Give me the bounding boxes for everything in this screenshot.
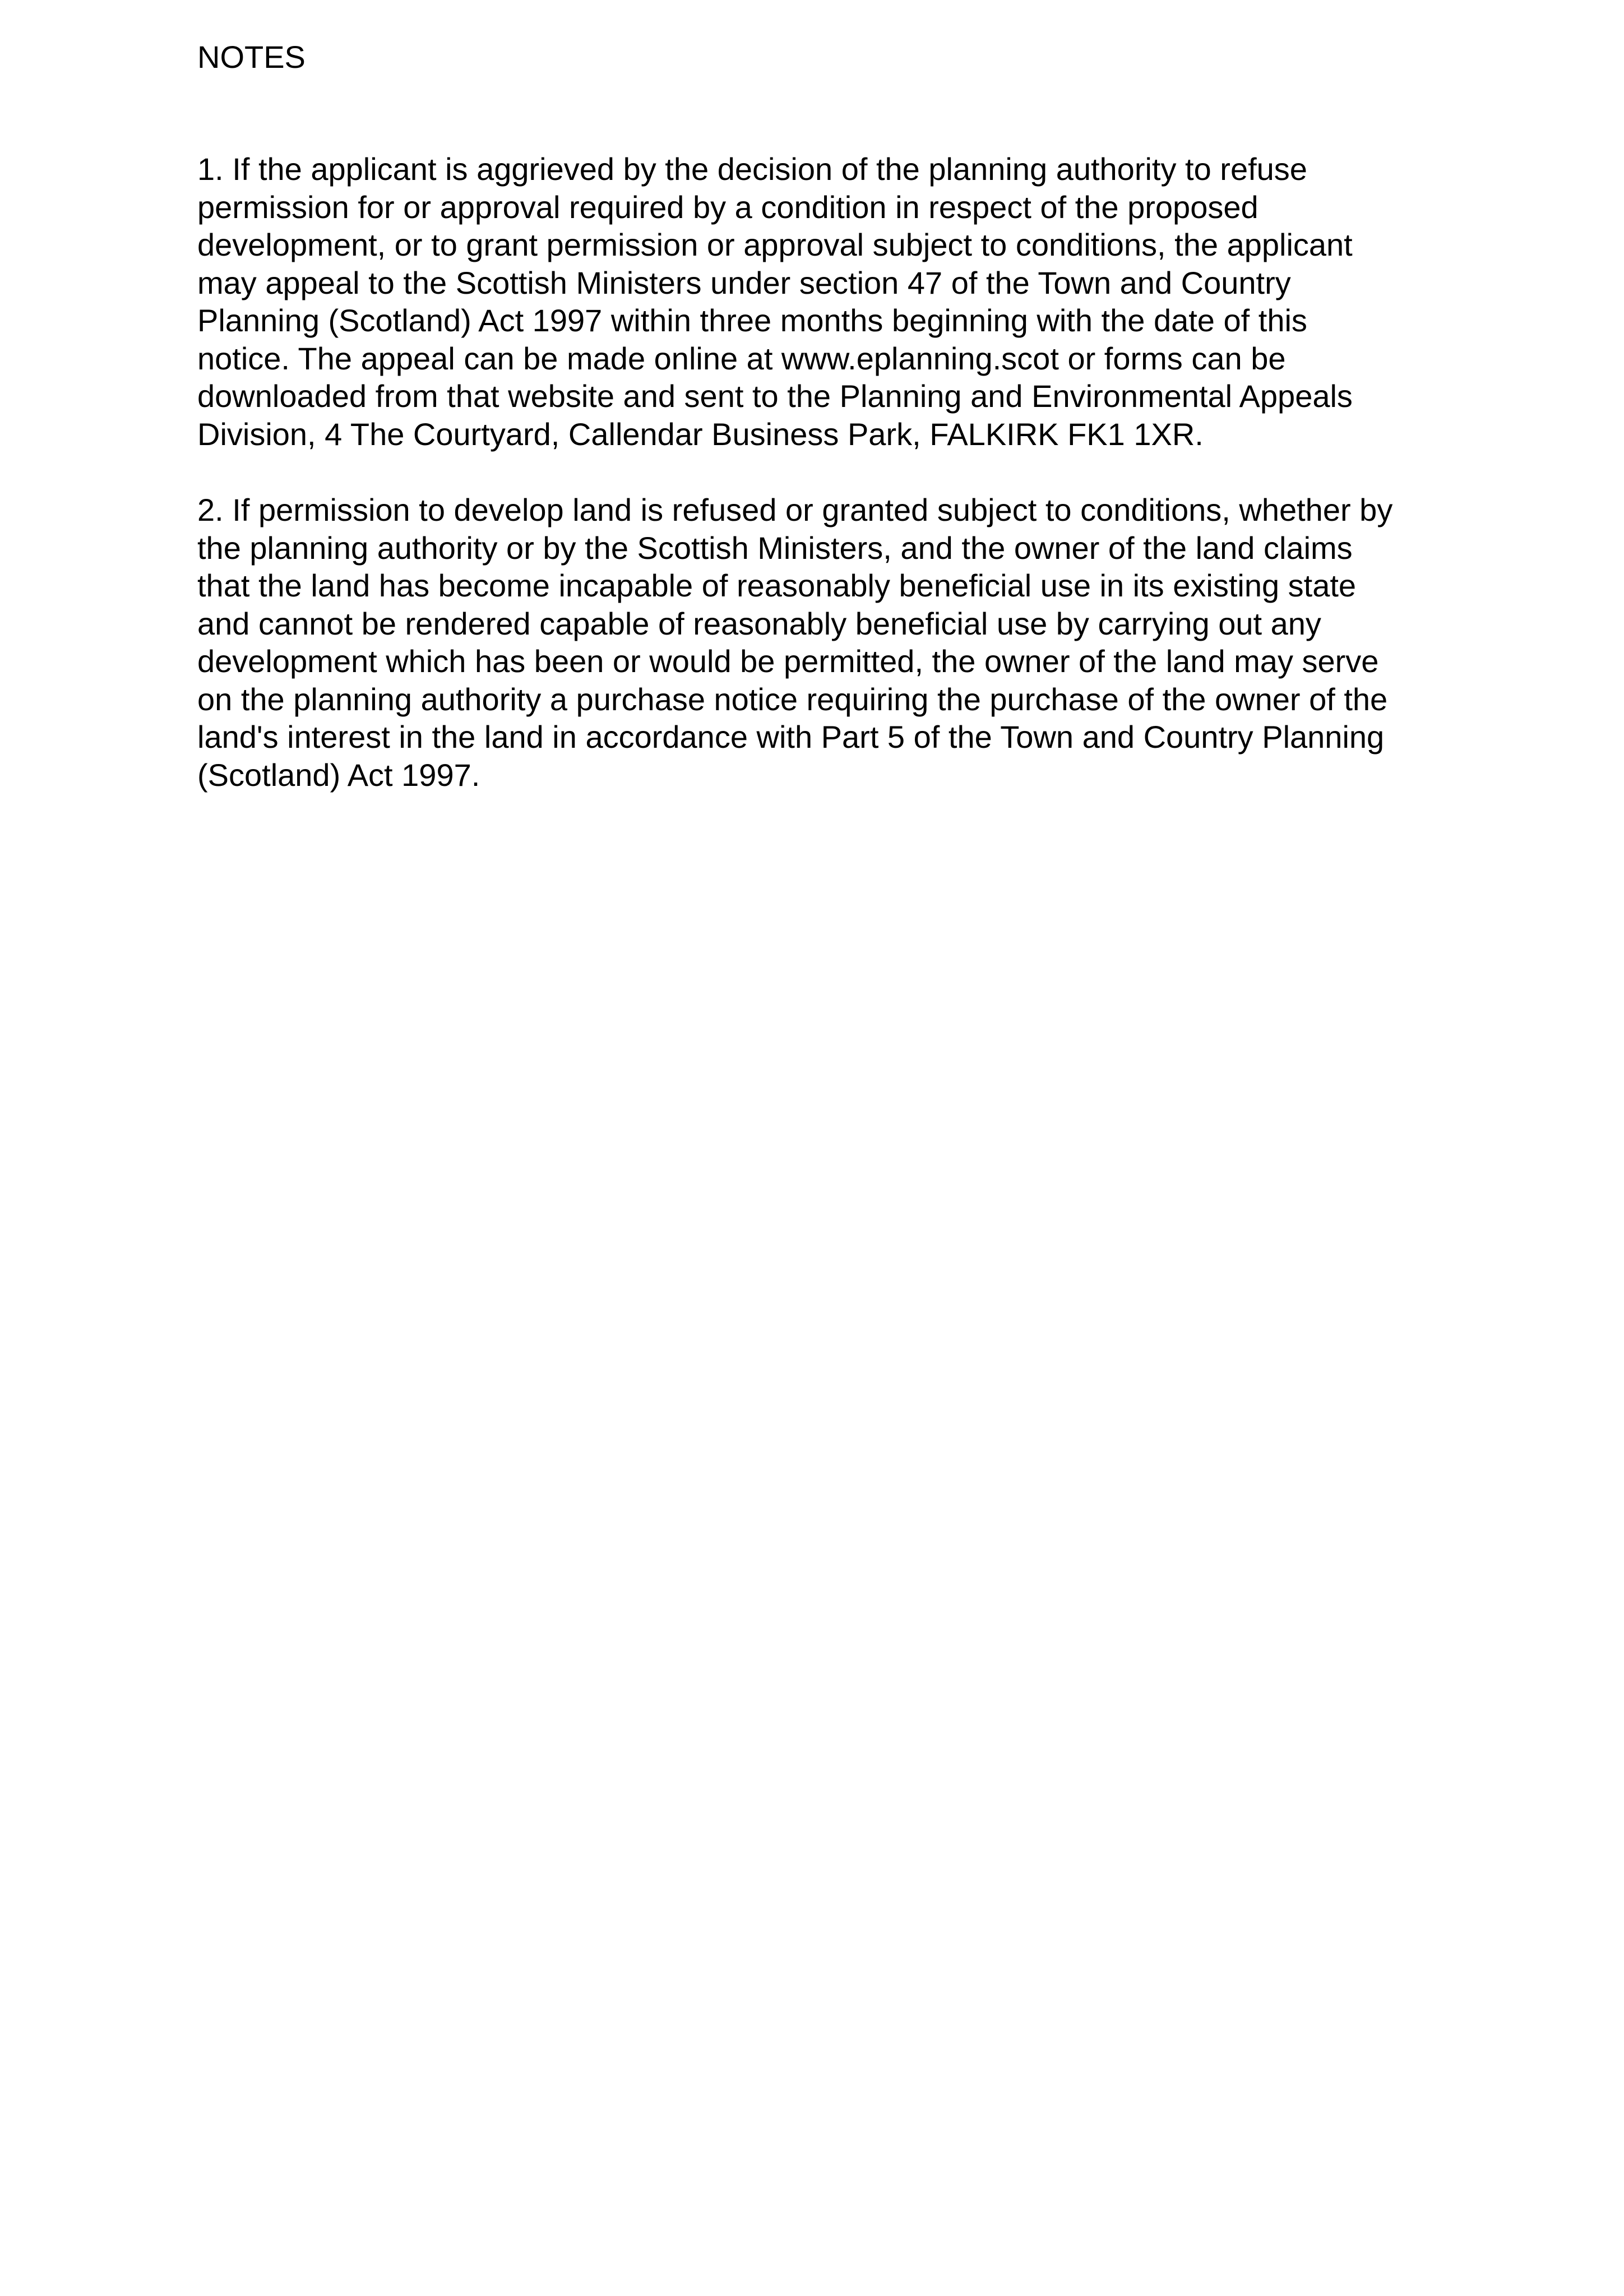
- note-line: 1. If the applicant is aggrieved by the decision of the planning authority to refuse: [197, 151, 1307, 187]
- note-line: the planning authority or by the Scottish Ministers, and the owner of the land claims: [197, 530, 1353, 566]
- page-title: NOTES: [197, 39, 306, 75]
- note-line: (Scotland) Act 1997.: [197, 757, 480, 793]
- note-line: land's interest in the land in accordance with Part 5 of the Town and Country Planning: [197, 719, 1385, 754]
- note-2: [197, 491, 1509, 794]
- note-line: 2. If permission to develop land is refused or granted subject to conditions, whether by: [197, 492, 1393, 527]
- note-line: Division, 4 The Courtyard, Callendar Business Park, FALKIRK FK1 1XR.: [197, 416, 1204, 452]
- document-content: [197, 38, 1509, 832]
- note-line: notice. The appeal can be made online at www.eplanning.scot or forms can be: [197, 340, 1286, 376]
- note-line: development which has been or would be permitted, the owner of the land may serve: [197, 644, 1379, 679]
- note-line: on the planning authority a purchase notice requiring the purchase of the owner of the: [197, 681, 1388, 717]
- note-line: downloaded from that website and sent to the Planning and Environmental Appeals: [197, 378, 1353, 414]
- note-line: permission for or approval required by a condition in respect of the proposed: [197, 189, 1259, 225]
- note-1: [197, 150, 1509, 453]
- note-line: may appeal to the Scottish Ministers under section 47 of the Town and Country: [197, 265, 1291, 300]
- note-line: development, or to grant permission or approval subject to conditions, the applicant: [197, 227, 1353, 262]
- note-line: Planning (Scotland) Act 1997 within three months beginning with the date of this: [197, 303, 1307, 338]
- note-line: that the land has become incapable of reasonably beneficial use in its existing state: [197, 568, 1357, 603]
- note-line: and cannot be rendered capable of reasonably beneficial use by carrying out any: [197, 605, 1321, 641]
